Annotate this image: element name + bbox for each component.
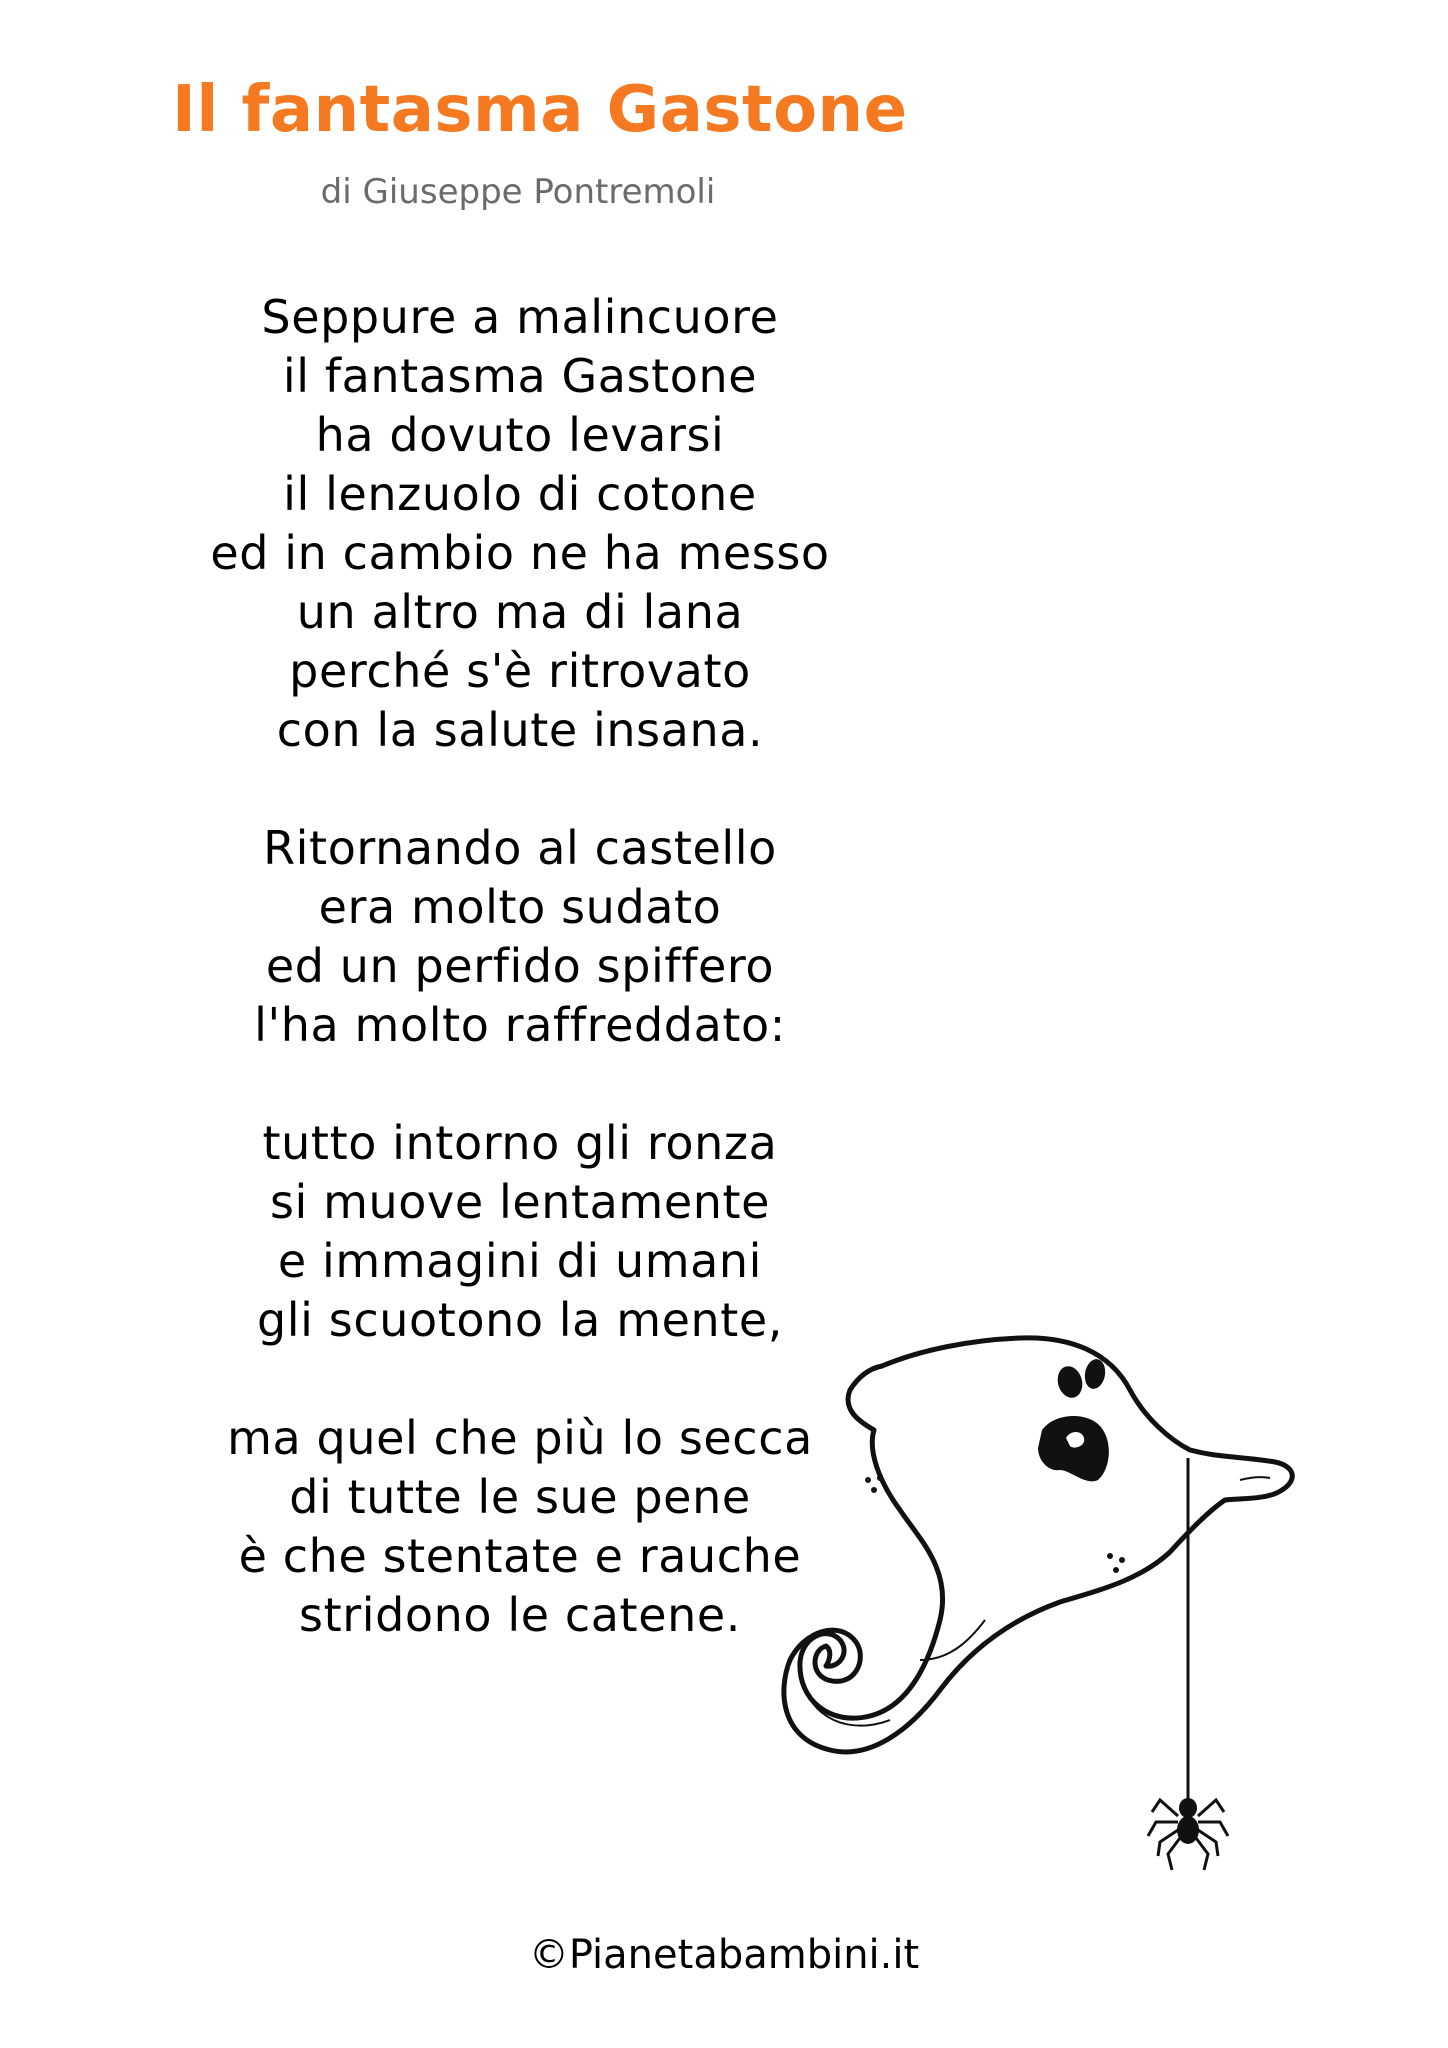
stanza bbox=[130, 819, 910, 1055]
copyright-footer: ©Pianetabambini.it bbox=[528, 1932, 920, 1978]
poem-line: è che stentate e rauche bbox=[238, 1529, 802, 1583]
poem-line: Seppure a malincuore bbox=[261, 290, 779, 344]
poem-line: un altro ma di lana bbox=[296, 585, 744, 639]
poem-line: ha dovuto levarsi bbox=[315, 408, 725, 462]
poem-line: di tutte le sue pene bbox=[289, 1470, 751, 1524]
stanza bbox=[130, 1114, 910, 1350]
stanza bbox=[130, 288, 910, 760]
poem-line: era molto sudato bbox=[318, 880, 722, 934]
ghost-with-spider-icon bbox=[770, 1330, 1410, 1890]
poem-line: ma quel che più lo secca bbox=[227, 1411, 813, 1465]
poem-line: il lenzuolo di cotone bbox=[283, 467, 757, 521]
poem-line: si muove lentamente bbox=[269, 1175, 771, 1229]
poem-line: e immagini di umani bbox=[277, 1234, 763, 1288]
poem-line: ed in cambio ne ha messo bbox=[210, 526, 830, 580]
poem-line: con la salute insana. bbox=[276, 703, 764, 757]
page-title: Il fantasma Gastone bbox=[172, 73, 908, 147]
poem-line: il fantasma Gastone bbox=[282, 349, 758, 403]
poem-line: stridono le catene. bbox=[299, 1588, 741, 1642]
poem-line: Ritornando al castello bbox=[263, 821, 777, 875]
poem-line: l'ha molto raffreddato: bbox=[254, 998, 786, 1052]
poem-author: di Giuseppe Pontremoli bbox=[320, 172, 716, 212]
poem-line: gli scuotono la mente, bbox=[256, 1293, 784, 1347]
poem-line: tutto intorno gli ronza bbox=[262, 1116, 778, 1170]
poem-line: perché s'è ritrovato bbox=[289, 644, 751, 698]
poem-line: ed un perfido spiffero bbox=[265, 939, 775, 993]
